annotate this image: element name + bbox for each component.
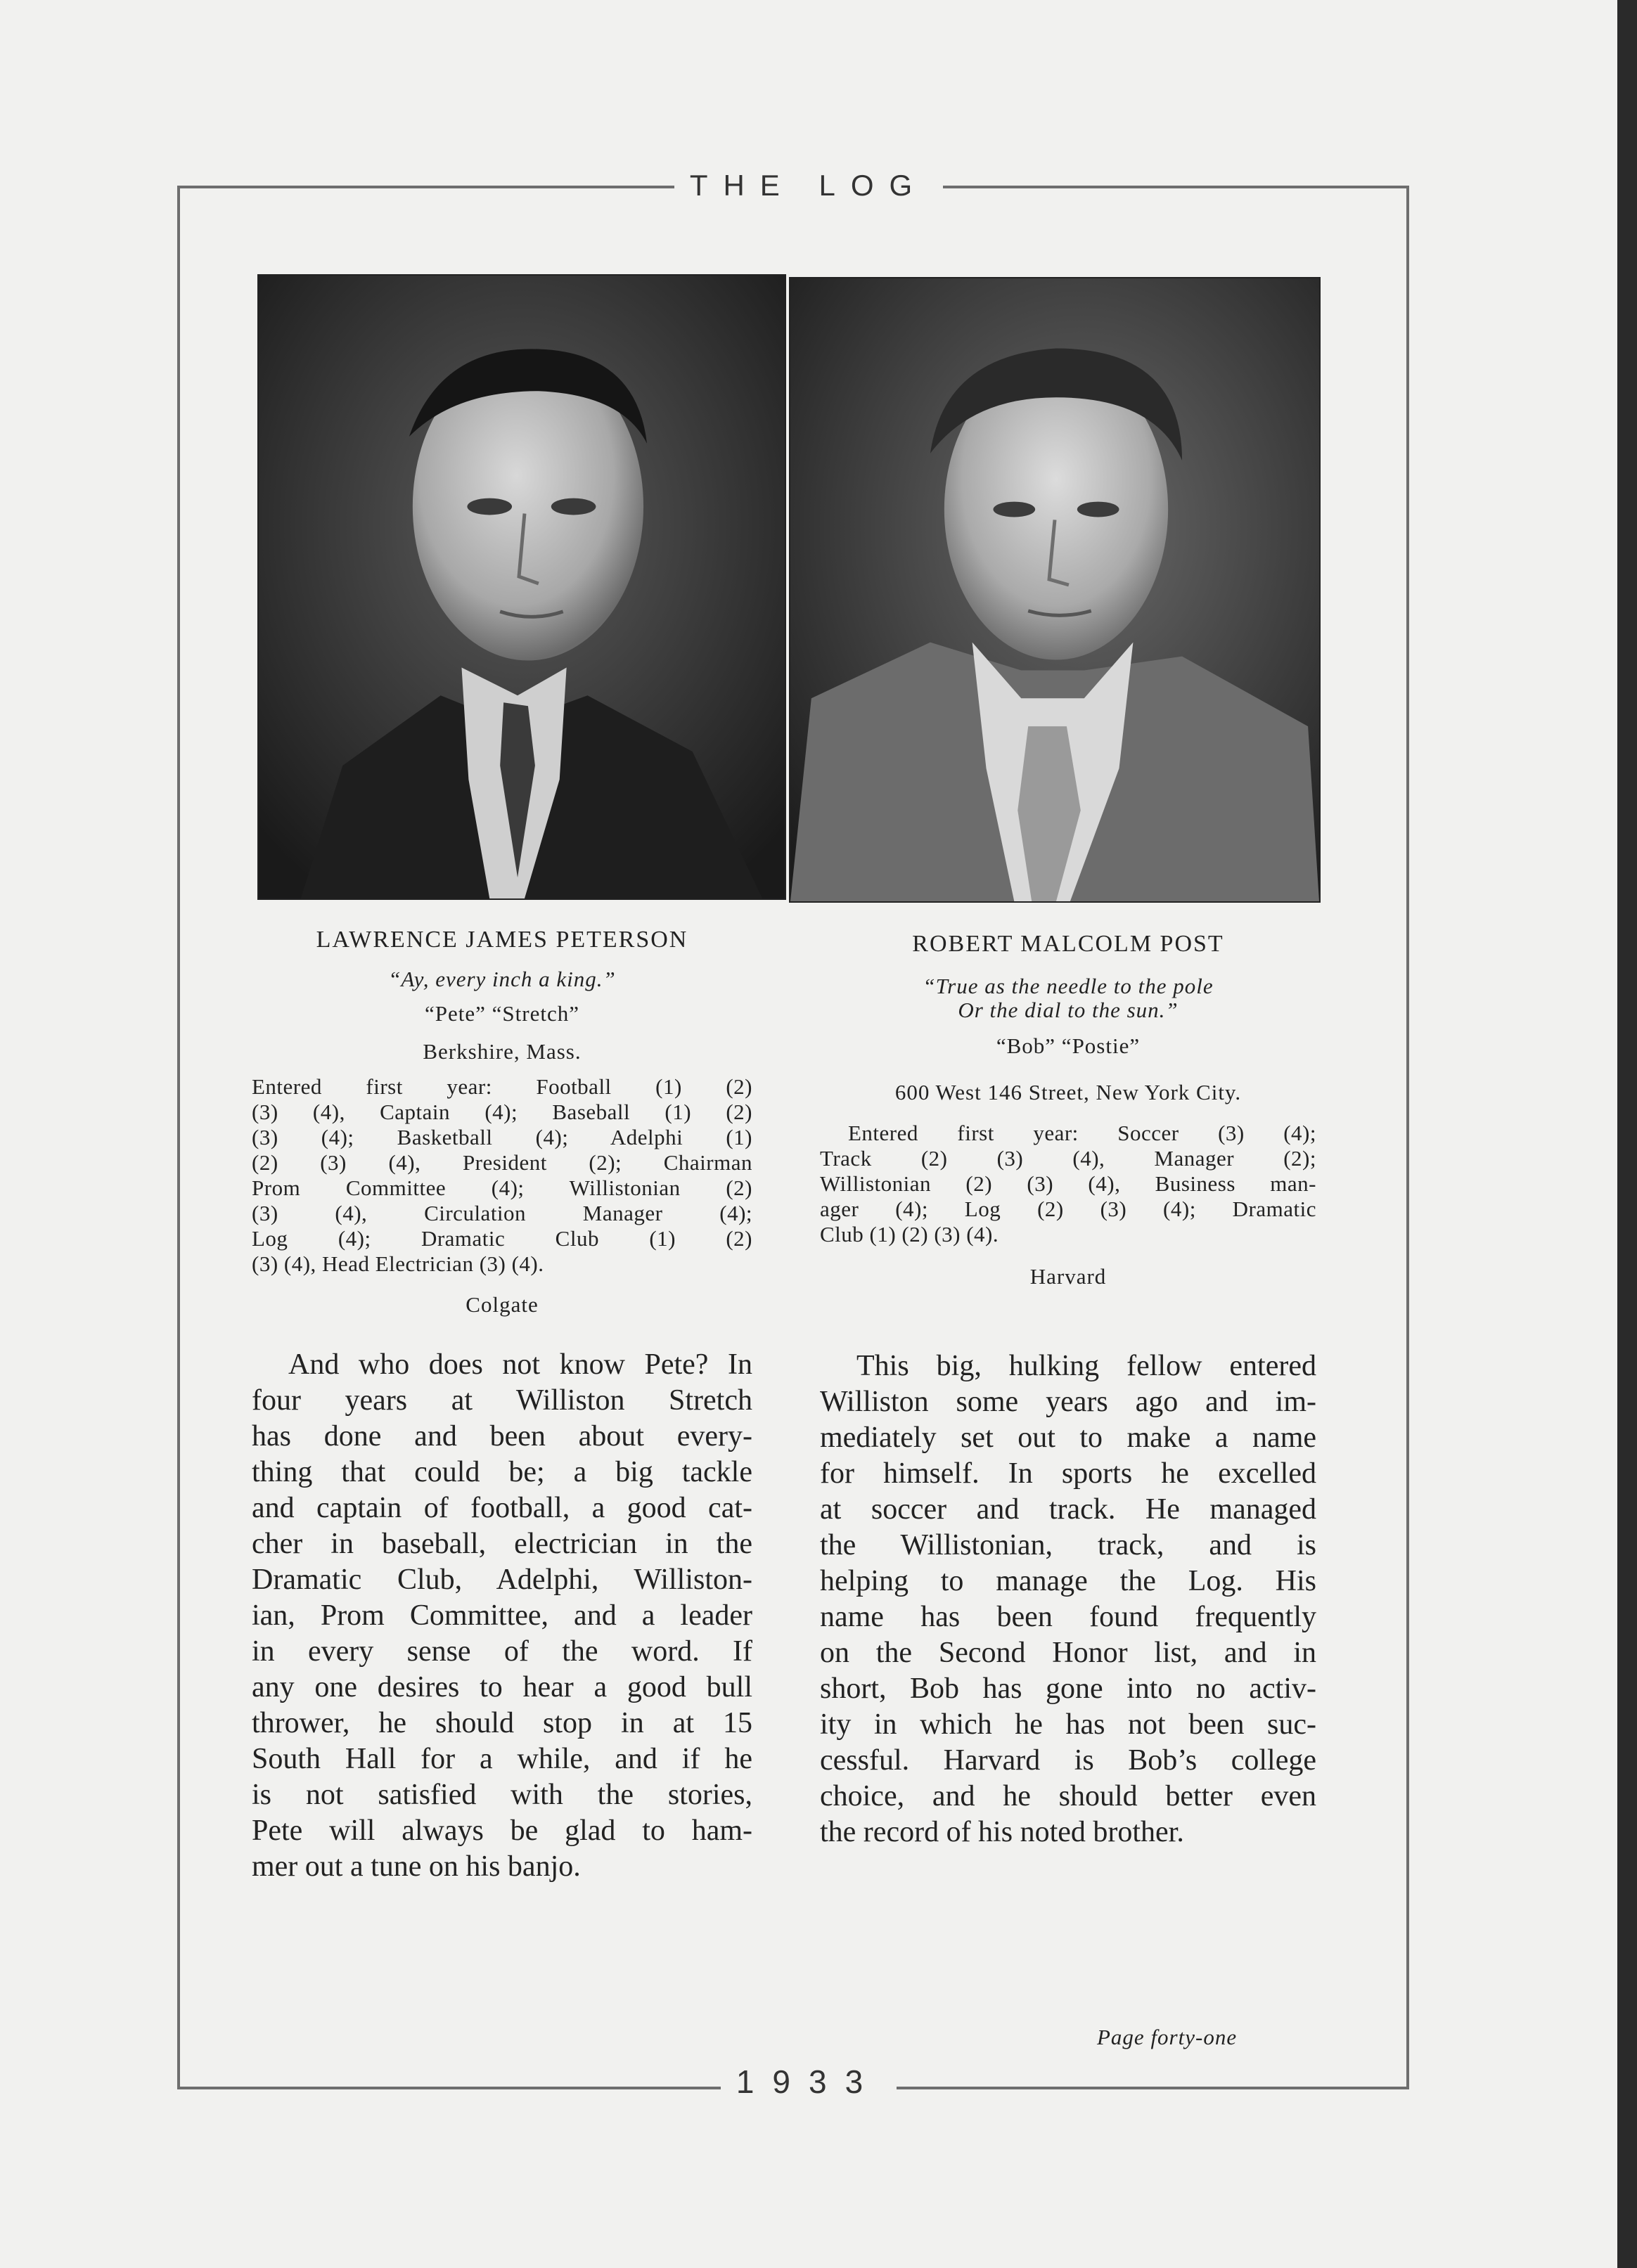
record-line: Log (4); Dramatic Club (1) (2)	[252, 1226, 752, 1251]
student-college: Colgate	[466, 1292, 539, 1317]
header-title: THE LOG	[674, 169, 943, 202]
student-name: ROBERT MALCOLM POST	[912, 931, 1224, 957]
record-line: Club (1) (2) (3) (4).	[820, 1222, 999, 1246]
bio-line: on the Second Honor list, and in	[820, 1637, 1316, 1669]
record-line: Track (2) (3) (4), Manager (2);	[820, 1146, 1316, 1171]
record-line: Prom Committee (4); Willistonian (2)	[252, 1175, 752, 1200]
bio-line: thing that could be; a big tackle	[252, 1456, 752, 1488]
bio-line: at soccer and track. He managed	[820, 1493, 1316, 1526]
record-line: (2) (3) (4), President (2); Chairman	[252, 1150, 752, 1175]
bio-line: cher in baseball, electrician in the	[252, 1528, 752, 1560]
bio-line: ian, Prom Committee, and a leader	[252, 1599, 752, 1632]
bio-line: any one desires to hear a good bull	[252, 1671, 752, 1703]
record-line: (3) (4), Head Electrician (3) (4).	[252, 1251, 544, 1276]
record-line: ager (4); Log (2) (3) (4); Dramatic	[820, 1197, 1316, 1221]
running-footer	[0, 2063, 1617, 2101]
bio-line: in every sense of the word. If	[252, 1635, 752, 1668]
portrait-photo-post	[789, 277, 1321, 903]
bio-line: mediately set out to make a name	[820, 1422, 1316, 1454]
bio-line: South Hall for a while, and if he	[252, 1743, 752, 1775]
bio-line: four years at Williston Stretch	[252, 1384, 752, 1417]
student-hometown: Berkshire, Mass.	[423, 1039, 582, 1064]
running-header	[0, 169, 1617, 202]
student-nicknames: “Pete” “Stretch”	[425, 1001, 579, 1026]
student-name: LAWRENCE JAMES PETERSON	[316, 927, 688, 953]
bio-line: for himself. In sports he excelled	[820, 1457, 1316, 1490]
record-line: Entered first year: Football (1) (2)	[252, 1074, 752, 1099]
bio-line: helping to manage the Log. His	[820, 1565, 1316, 1597]
bio-line: ity in which he has not been suc-	[820, 1708, 1316, 1741]
page-number: Page forty-one	[1097, 2025, 1238, 2049]
bio-line: Williston some years ago and im-	[820, 1386, 1316, 1418]
portrait-photo-peterson	[257, 274, 786, 900]
bio-line: the record of his noted brother.	[820, 1816, 1184, 1848]
bio-line: And who does not know Pete? In	[288, 1348, 752, 1381]
bio-line: This big, hulking fellow entered	[856, 1350, 1316, 1382]
record-line: (3) (4); Basketball (4); Adelphi (1)	[252, 1125, 752, 1149]
student-biography	[820, 1348, 1316, 1850]
bio-line: Dramatic Club, Adelphi, Williston-	[252, 1564, 752, 1596]
student-record	[820, 1121, 1316, 1247]
bio-line: Pete will always be glad to ham-	[252, 1815, 752, 1847]
bio-line: choice, and he should better even	[820, 1780, 1316, 1812]
footer-year: 1933	[721, 2063, 897, 2101]
bio-line: is not satisfied with the stories,	[252, 1779, 752, 1811]
student-biography	[252, 1347, 752, 1885]
student-quote-line-1: “True as the needle to the pole	[923, 974, 1214, 998]
student-record	[252, 1074, 752, 1277]
bio-line: has done and been about every-	[252, 1420, 752, 1452]
record-line: Willistonian (2) (3) (4), Business man-	[820, 1171, 1316, 1196]
record-line: (3) (4), Captain (4); Baseball (1) (2)	[252, 1100, 752, 1124]
bio-line: thrower, he should stop in at 15	[252, 1707, 752, 1739]
bio-line: short, Bob has gone into no activ-	[820, 1673, 1316, 1705]
student-quote-line-2: Or the dial to the sun.”	[958, 998, 1179, 1022]
student-college: Harvard	[1029, 1264, 1107, 1289]
bio-line: the Willistonian, track, and is	[820, 1529, 1316, 1561]
bio-line: cessful. Harvard is Bob’s college	[820, 1744, 1316, 1777]
record-line: (3) (4), Circulation Manager (4);	[252, 1201, 752, 1225]
record-line: Entered first year: Soccer (3) (4);	[848, 1121, 1316, 1145]
student-quote: “Ay, every inch a king.”	[388, 967, 616, 991]
bio-line: and captain of football, a good cat-	[252, 1492, 752, 1524]
bio-line: name has been found frequently	[820, 1601, 1316, 1633]
student-address: 600 West 146 Street, New York City.	[894, 1080, 1242, 1104]
student-nicknames: “Bob” “Postie”	[996, 1033, 1141, 1058]
bio-line: mer out a tune on his banjo.	[252, 1850, 581, 1883]
